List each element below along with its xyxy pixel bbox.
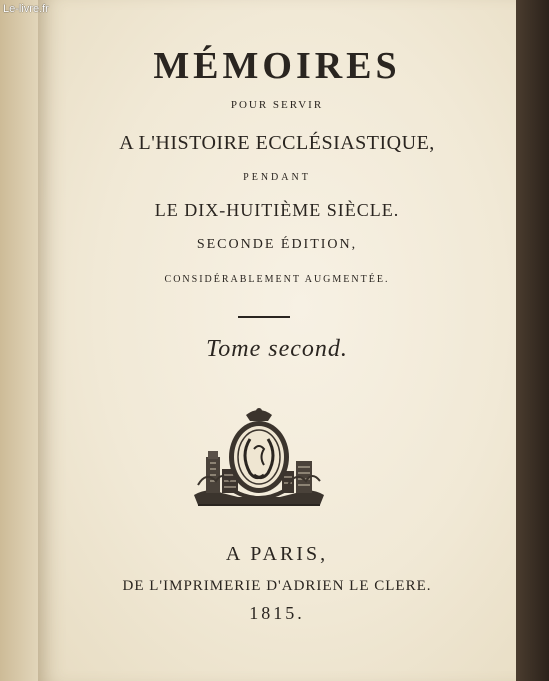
subtitle-century: LE DIX-HUITIÈME SIÈCLE. xyxy=(154,200,400,220)
augmentation-statement: CONSIDÉRABLEMENT AUGMENTÉE. xyxy=(164,274,390,285)
subtitle-pour-servir: POUR SERVIR xyxy=(230,99,324,111)
subtitle-subject: A L'HISTOIRE ECCLÉSIASTIQUE, xyxy=(119,132,435,154)
divider-rule xyxy=(238,316,290,318)
imprint-city: A PARIS, xyxy=(225,543,329,565)
subtitle-pendant: PENDANT xyxy=(243,172,311,183)
book-title: MÉMOIRES xyxy=(153,45,401,87)
volume-label: Tome second. xyxy=(206,336,348,362)
edition-statement: SECONDE ÉDITION, xyxy=(196,237,358,252)
book-cover-edge xyxy=(516,0,549,681)
imprint-printer: DE L'IMPRIMERIE D'ADRIEN LE CLERE. xyxy=(122,578,432,594)
watermark: Le-livre.fr xyxy=(3,3,49,15)
imprint-year: 1815. xyxy=(249,603,305,623)
monogram-vignette-icon xyxy=(188,405,330,513)
